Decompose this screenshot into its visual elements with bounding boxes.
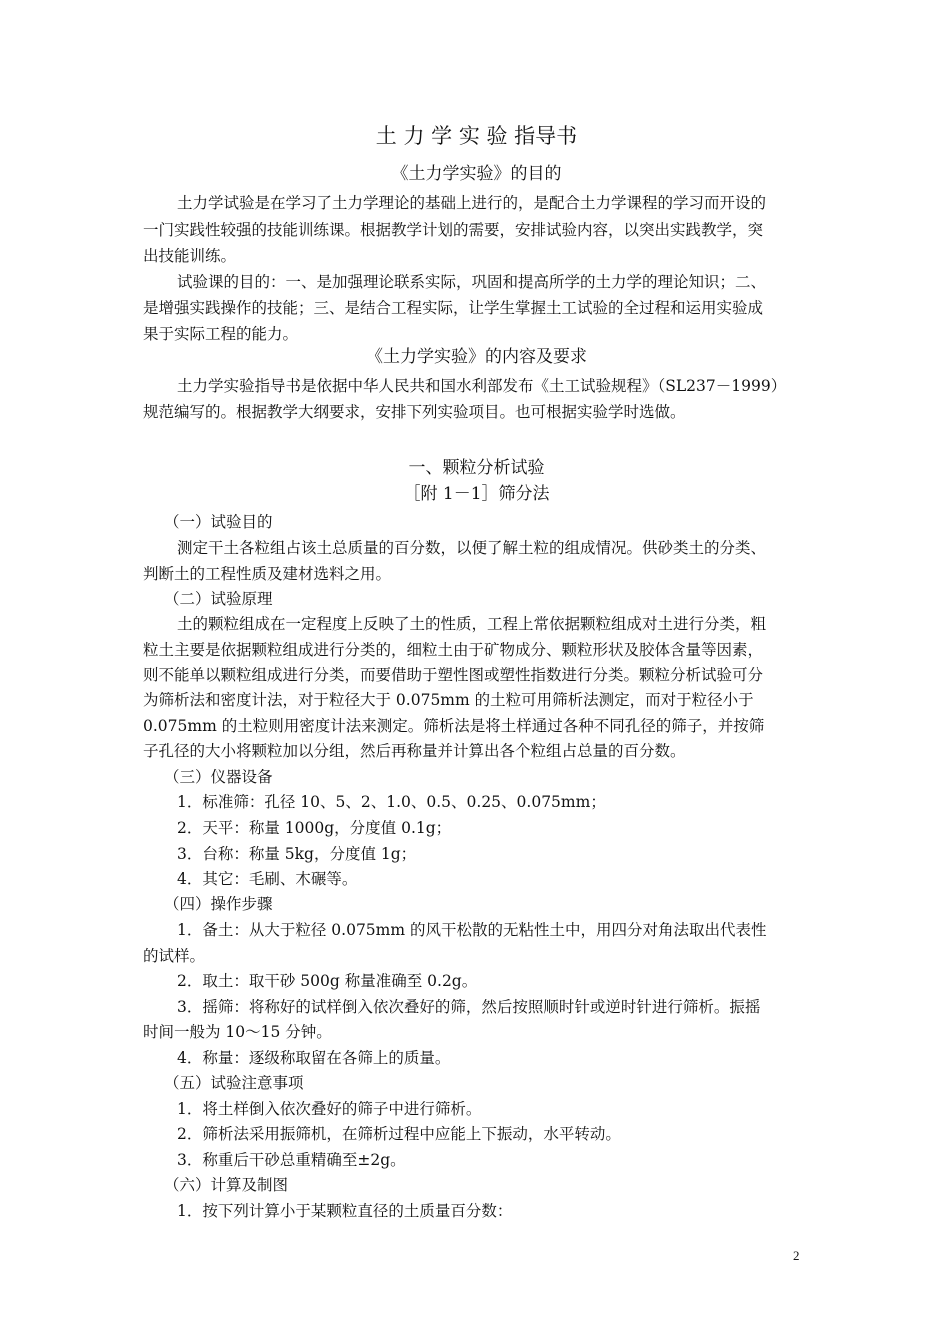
list-item: 2．天平：称量 1000g，分度值 0.1g； — [177, 819, 452, 837]
paragraph-line: 判断土的工程性质及建材选料之用。 — [143, 565, 392, 583]
list-item: 4．其它：毛刷、木碾等。 — [177, 870, 358, 888]
paragraph-line: 果于实际工程的能力。 — [143, 325, 299, 343]
subheading: （一）试验目的 — [164, 513, 273, 531]
list-item: 1．将土样倒入依次叠好的筛子中进行筛析。 — [177, 1100, 482, 1118]
subheading: （五）试验注意事项 — [164, 1074, 304, 1092]
list-item: 3．称重后干砂总重精确至±2g。 — [177, 1151, 406, 1169]
list-item: 3．台称：称量 5kg，分度值 1g； — [177, 845, 417, 863]
paragraph-line: 是增强实践操作的技能；三、是结合工程实际，让学生掌握土工试验的全过程和运用实验成 — [143, 299, 764, 317]
purpose-heading: 《土力学实验》的目的 — [391, 164, 562, 184]
paragraph-line: 试验课的目的：一、是加强理论联系实际，巩固和提高所学的土力学的理论知识；二、 — [177, 273, 767, 291]
paragraph-line: 出技能训练。 — [143, 247, 237, 265]
subheading: （三）仪器设备 — [164, 768, 273, 786]
list-item: 3．摇筛：将称好的试样倒入依次叠好的筛，然后按照顺时针或逆时针进行筛析。振摇 — [177, 998, 761, 1016]
subheading: （六）计算及制图 — [164, 1176, 289, 1194]
list-item: 2．取土：取干砂 500g 称量准确至 0.2g。 — [177, 972, 478, 990]
paragraph-line: 为筛析法和密度计法，对于粒径大于 0.075mm 的土粒可用筛析法测定，而对于粒径小于 — [143, 691, 754, 709]
paragraph-line: 时间一般为 10～15 分钟。 — [143, 1023, 332, 1041]
list-item: 1．备土：从大于粒径 0.075mm 的风干松散的无粘性土中，用四分对角法取出代表性 — [177, 921, 767, 939]
list-item: 1．按下列计算小于某颗粒直径的土质量百分数： — [177, 1202, 513, 1220]
paragraph-line: 0.075mm 的土粒则用密度计法来测定。筛析法是将土样通过各种不同孔径的筛子，并按筛 — [143, 717, 765, 735]
subheading: （二）试验原理 — [164, 590, 273, 608]
paragraph-line: 测定干土各粒组占该土总质量的百分数，以便了解土粒的组成情况。供砂类土的分类、 — [177, 539, 767, 557]
paragraph-line: 粒土主要是依据颗粒组成进行分类的，细粒土由于矿物成分、颗粒形状及胶体含量等因素， — [143, 641, 764, 659]
page-number: 2 — [793, 1248, 800, 1263]
list-item: 4．称量：逐级称取留在各筛上的质量。 — [177, 1049, 451, 1067]
paragraph-line: 土的颗粒组成在一定程度上反映了土的性质，工程上常依据颗粒组成对土进行分类，粗 — [177, 615, 767, 633]
section-subtitle: ［附 1－1］筛分法 — [403, 484, 550, 504]
paragraph-line: 的试样。 — [143, 947, 206, 965]
paragraph-line: 土力学实验指导书是依据中华人民共和国水利部发布《土工试验规程》（SL237－1999） — [177, 377, 787, 395]
document-title: 土 力 学 实 验 指导书 — [375, 124, 578, 148]
section-title: 一、颗粒分析试验 — [408, 458, 545, 478]
paragraph-line: 一门实践性较强的技能训练课。根据教学计划的需要，安排试验内容，以突出实践教学，突 — [143, 221, 764, 239]
paragraph-line: 规范编写的。根据教学大纲要求，安排下列实验项目。也可根据实验学时选做。 — [143, 403, 686, 421]
paragraph-line: 则不能单以颗粒组成进行分类，而要借助于塑性图或塑性指数进行分类。颗粒分析试验可分 — [143, 666, 764, 684]
paragraph-line: 土力学试验是在学习了土力学理论的基础上进行的，是配合土力学课程的学习而开设的 — [177, 194, 767, 212]
paragraph-line: 子孔径的大小将颗粒加以分组，然后再称量并计算出各个粒组占总量的百分数。 — [143, 742, 686, 760]
subheading: （四）操作步骤 — [164, 895, 273, 913]
list-item: 2．筛析法采用振筛机，在筛析过程中应能上下振动，水平转动。 — [177, 1125, 621, 1143]
content-heading: 《土力学实验》的内容及要求 — [366, 347, 587, 367]
list-item: 1．标准筛：孔径 10、5、2、1.0、0.5、0.25、0.075mm； — [177, 793, 606, 811]
